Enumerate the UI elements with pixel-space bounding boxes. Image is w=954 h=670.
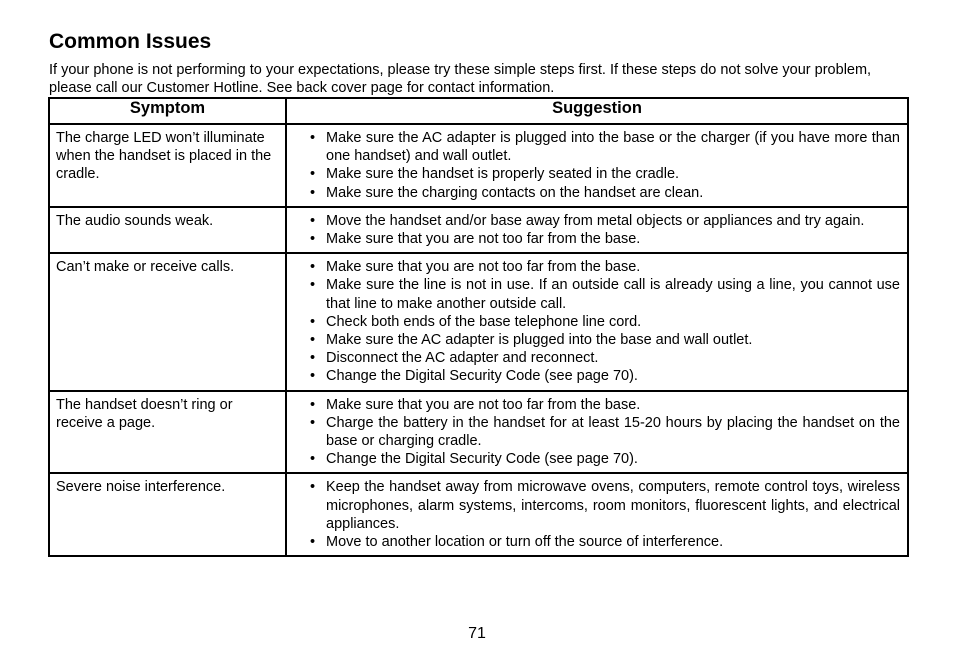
bullet-icon: • bbox=[310, 259, 316, 276]
table-row bbox=[49, 391, 908, 474]
bullet-icon: • bbox=[310, 332, 316, 349]
bullet-icon: • bbox=[310, 350, 316, 367]
suggestion-column-header: Suggestion bbox=[286, 98, 908, 124]
suggestion-text: Check both ends of the base telephone line cord. bbox=[326, 313, 642, 330]
suggestion-text: Charge the battery in the handset for at least 15-20 hours by placing the handset on the base or charging cradle. bbox=[326, 414, 900, 450]
suggestion-text: Disconnect the AC adapter and reconnect. bbox=[326, 350, 599, 367]
suggestion-cell bbox=[286, 473, 908, 556]
suggestion-text: Make sure the line is not in use. If an outside call is already using a line, you cannot use that line to make another outside call. bbox=[326, 277, 900, 312]
bullet-icon: • bbox=[310, 313, 316, 330]
suggestion-text: Move to another location or turn off the source of interference. bbox=[326, 534, 724, 551]
bullet-icon: • bbox=[310, 479, 316, 496]
suggestion-item bbox=[310, 184, 900, 202]
page-title: Common Issues bbox=[49, 30, 212, 53]
table-row bbox=[49, 253, 908, 390]
symptom-cell: The handset doesn’t ring or receive a page. bbox=[49, 391, 286, 474]
suggestion-list bbox=[310, 129, 900, 202]
bullet-icon: • bbox=[310, 396, 316, 413]
suggestion-cell bbox=[286, 207, 908, 253]
suggestion-item bbox=[310, 165, 900, 183]
table-header bbox=[49, 98, 908, 124]
suggestion-item bbox=[310, 533, 900, 551]
table-body bbox=[49, 124, 908, 556]
symptom-cell: Can’t make or receive calls. bbox=[49, 253, 286, 390]
suggestion-item bbox=[310, 450, 900, 468]
suggestion-item bbox=[310, 331, 900, 349]
suggestion-item bbox=[310, 349, 900, 367]
suggestion-list bbox=[310, 478, 900, 551]
symptom-cell: The audio sounds weak. bbox=[49, 207, 286, 253]
bullet-icon: • bbox=[310, 184, 316, 201]
bullet-icon: • bbox=[310, 166, 316, 183]
symptom-cell: The charge LED won’t illuminate when the handset is placed in the cradle. bbox=[49, 124, 286, 207]
suggestion-item bbox=[310, 258, 900, 276]
suggestion-text: Make sure that you are not too far from the base. bbox=[326, 231, 641, 248]
suggestion-text: Make sure the AC adapter is plugged into the base and wall outlet. bbox=[326, 332, 753, 349]
suggestion-cell bbox=[286, 391, 908, 474]
suggestion-text: Make sure the charging contacts on the handset are clean. bbox=[326, 184, 704, 201]
suggestion-text: Make sure the handset is properly seated in the cradle. bbox=[326, 166, 680, 183]
suggestion-text: Make sure that you are not too far from the base. bbox=[326, 259, 641, 276]
suggestion-item bbox=[310, 396, 900, 414]
suggestion-list bbox=[310, 258, 900, 385]
suggestion-text: Make sure that you are not too far from the base. bbox=[326, 396, 641, 413]
suggestion-cell bbox=[286, 253, 908, 390]
page-number: 71 bbox=[468, 625, 486, 642]
suggestion-item bbox=[310, 230, 900, 248]
suggestion-list bbox=[310, 212, 900, 248]
suggestion-item bbox=[310, 276, 900, 312]
troubleshooting-table bbox=[48, 97, 909, 557]
intro-paragraph: If your phone is not performing to your expectations, please try these simple steps first. If these steps do not solve your problem, please call our Customer Hotline. See back cover page for contact information. bbox=[49, 62, 872, 96]
symptom-cell: Severe noise interference. bbox=[49, 473, 286, 556]
suggestion-item bbox=[310, 478, 900, 533]
symptom-column-header: Symptom bbox=[49, 98, 286, 124]
table-row bbox=[49, 124, 908, 207]
suggestion-item bbox=[310, 129, 900, 165]
suggestion-item bbox=[310, 367, 900, 385]
suggestion-text: Keep the handset away from microwave ovens, computers, remote control toys, wireless microphones, alarm systems, intercoms, room monitors, fluorescent lights, and electrical appliances. bbox=[326, 479, 900, 532]
bullet-icon: • bbox=[310, 212, 316, 229]
suggestion-text: Make sure the AC adapter is plugged into the base or the charger (if you have more than one handset) and wall outlet. bbox=[326, 130, 900, 165]
suggestion-cell bbox=[286, 124, 908, 207]
header-row bbox=[49, 98, 908, 124]
table-row bbox=[49, 473, 908, 556]
bullet-icon: • bbox=[310, 231, 316, 248]
bullet-icon: • bbox=[310, 130, 316, 146]
bullet-icon: • bbox=[310, 277, 316, 294]
bullet-icon: • bbox=[310, 451, 316, 468]
suggestion-text: Move the handset and/or base away from metal objects or appliances and try again. bbox=[326, 212, 865, 229]
bullet-icon: • bbox=[310, 414, 316, 431]
suggestion-item bbox=[310, 212, 900, 230]
bullet-icon: • bbox=[310, 368, 316, 385]
bullet-icon: • bbox=[310, 534, 316, 551]
suggestion-item bbox=[310, 313, 900, 331]
suggestion-item bbox=[310, 414, 900, 450]
suggestion-text: Change the Digital Security Code (see page 70). bbox=[326, 368, 638, 385]
suggestion-text: Change the Digital Security Code (see page 70). bbox=[326, 451, 638, 468]
table-row bbox=[49, 207, 908, 253]
suggestion-list bbox=[310, 396, 900, 469]
